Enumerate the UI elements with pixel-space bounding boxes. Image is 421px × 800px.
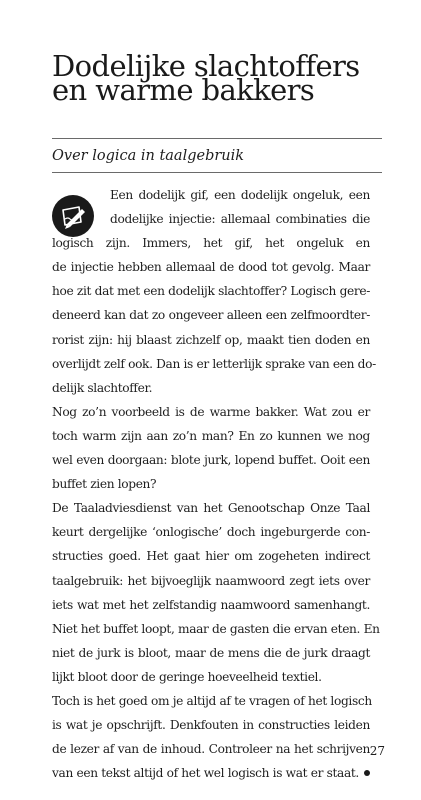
body-line: Toch is het goed om je altijd af te vragen of het logisch (52, 693, 372, 708)
body-line: rorist zijn: hij blaast zichzelf op, maakt tien doden en (52, 332, 370, 347)
page-number: 27 (369, 744, 385, 758)
body-line: hoe zit dat met een dodelijk slachtoffer? Logisch gere- (52, 284, 370, 299)
body-line: Nog zo’n voorbeeld is de warme bakker. Wat zou er (52, 404, 370, 419)
article-subtitle: Over logica in taalgebruik (52, 148, 245, 164)
body-line: taalgebruik: het bijvoeglijk naamwoord zegt iets over (52, 573, 370, 588)
subtitle-rule-bottom (52, 172, 382, 173)
body-line: structies goed. Het gaat hier om zogeheten indirect (52, 549, 370, 564)
body-line: Een dodelijk gif, een dodelijk ongeluk, een (110, 188, 370, 202)
body-line: niet de jurk is bloot, maar de mens die de jurk draagt (52, 645, 370, 660)
subtitle-rule-top (52, 138, 382, 139)
end-mark-icon (364, 770, 370, 776)
body-line: iets wat met het zelfstandig naamwoord samenhangt. (52, 597, 370, 612)
article-title (52, 46, 392, 108)
body-line: delijk slachtoffer. (52, 380, 153, 395)
title-line: Dodelijke slachtoffers (52, 49, 360, 83)
body-line-last (52, 761, 370, 785)
body-line: deneerd kan dat zo ongeveer alleen een zelfmoordter- (52, 308, 370, 323)
title-line: en warme bakkers (52, 73, 315, 108)
body-line: toch warm zijn aan zo’n man? En zo kunnen we nog (52, 428, 370, 443)
body-line: Niet het buffet loopt, maar de gasten die ervan eten. En (52, 621, 380, 636)
body-line: is wat je opschrijft. Denkfouten in constructies leiden (52, 718, 370, 733)
body-line-text: van een tekst altijd of het wel logisch is wat er staat. (52, 766, 359, 781)
body-line: buffet zien lopen? (52, 477, 157, 492)
body-line: de lezer af van de inhoud. Controleer na het schrijven (52, 742, 370, 757)
body-line: De Taaladviesdienst van het Genootschap Onze Taal (52, 501, 370, 516)
body-line: wel even doorgaan: blote jurk, lopend buffet. Ooit een (52, 453, 370, 468)
body-line: logisch zijn. Immers, het gif, het ongeluk en (52, 236, 370, 251)
body-line: keurt dergelijke ‘onlogische’ doch ingeburgerde con- (52, 525, 370, 540)
body-line: lijkt bloot door de geringe hoeveelheid textiel. (52, 669, 322, 684)
body-line: de injectie hebben allemaal de dood tot gevolg. Maar (52, 260, 370, 275)
body-line: overlijdt zelf ook. Dan is er letterlijk sprake van een do- (52, 356, 376, 371)
body-line: dodelijke injectie: allemaal combinaties die (110, 212, 370, 227)
